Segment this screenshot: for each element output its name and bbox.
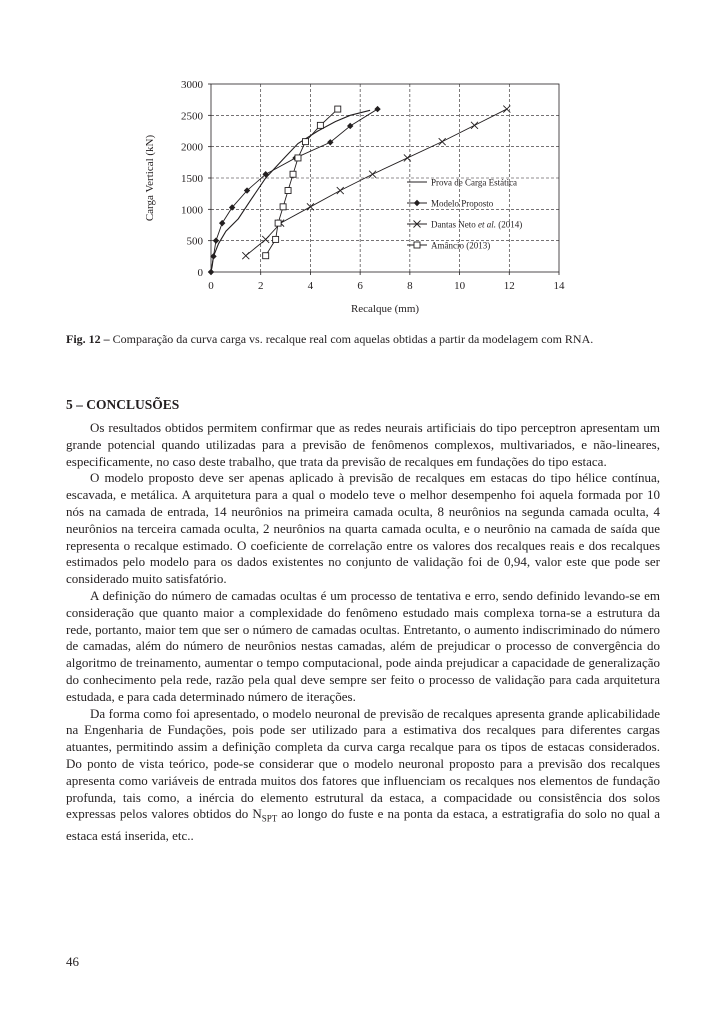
- data-point-square: [285, 188, 291, 194]
- section-title: 5 – CONCLUSÕES: [66, 397, 180, 412]
- data-point-diamond: [374, 106, 380, 112]
- x-axis-label: Recalque (mm): [350, 303, 420, 315]
- paragraph: Os resultados obtidos permitem confirmar que as redes neurais artificiais do tipo perceptron apresentam um grande potencial quando utilizadas para a previsão de fenômenos complexos, multivariados, e não-lineares, especificamente, no caso deste trabalho, que trata da previsão de recalques em fundações do tipo estaca.: [66, 420, 660, 469]
- data-point-diamond: [414, 200, 420, 206]
- legend: [407, 178, 522, 251]
- figure-caption: [66, 332, 666, 347]
- data-point-x: [242, 252, 249, 259]
- y-axis-ticks: [181, 79, 211, 279]
- y-tick-label: 1000: [181, 204, 203, 217]
- x-tick-label: 12: [503, 280, 515, 292]
- y-tick-label: 1500: [181, 173, 203, 185]
- data-point-x: [471, 122, 478, 129]
- data-point-diamond: [208, 269, 214, 275]
- data-point-x: [369, 171, 376, 178]
- data-point-square: [290, 171, 296, 177]
- y-tick-label: 3000: [181, 79, 203, 91]
- x-tick-label: 8: [407, 280, 413, 292]
- legend-entry: [407, 241, 490, 251]
- data-point-square: [302, 139, 308, 145]
- nspt-subscript: SPT: [261, 813, 278, 824]
- data-point-diamond: [219, 220, 225, 226]
- paragraph-text: Da forma como foi apresentado, o modelo neuronal de previsão de recalques apresenta grande aplicabilidade na Engenharia de Fundações, pois pode ser utilizado para a estimativa dos recalques para diferentes cargas atuantes, permitindo assim a definição completa da curva carga recalque para os tipos de estacas considerados. Do ponto de vista teórico, pode-se considerar que o modelo neuronal proposto para a previsão dos recalques apresenta como variáveis de entrada muitos dos fatores que influenciam os recalques nos elementos de fundação profunda, tais como, a inércia do elemento estrutural da estaca, a compacidade ou consistência dos solos expressas pelos valores obtidos do N: [66, 705, 660, 822]
- x-tick-label: 0: [208, 280, 214, 292]
- series-diamond: [208, 106, 381, 275]
- data-point-diamond: [213, 237, 219, 243]
- data-point-x: [337, 187, 344, 194]
- y-tick-label: 2500: [181, 110, 203, 123]
- x-tick-label: 2: [257, 280, 264, 292]
- figure-caption-label: Fig. 12 –: [66, 332, 110, 346]
- page-number: 46: [66, 954, 79, 969]
- data-point-square: [263, 253, 269, 259]
- body-text: [66, 420, 660, 845]
- series-line: [266, 109, 338, 256]
- legend-label: Amâncio (2013): [431, 240, 491, 251]
- legend-entry: [407, 178, 517, 188]
- data-point-square: [280, 204, 286, 210]
- data-point-x: [439, 138, 446, 145]
- x-axis-ticks: [208, 272, 565, 292]
- paragraph: [66, 706, 660, 845]
- legend-label: Dantas Neto et al. (2014): [431, 219, 523, 230]
- x-tick-label: 10: [454, 280, 466, 292]
- data-point-square: [273, 236, 279, 242]
- data-point-square: [317, 122, 323, 128]
- series-line: [211, 109, 378, 272]
- data-point-square: [275, 220, 281, 226]
- paragraph-text-end: ao longo do fuste e na ponta da estaca, a estratigrafia do solo no qual a estaca está inserida, etc..: [66, 806, 661, 843]
- legend-entry: [407, 220, 522, 230]
- figure-caption-text: Comparação da curva carga vs. recalque real com aquelas obtidas a partir da modelagem com RNA.: [109, 332, 594, 346]
- x-tick-label: 6: [357, 280, 363, 292]
- data-point-x: [262, 236, 269, 243]
- legend-label: Modelo Proposto: [431, 198, 494, 209]
- series-square: [263, 106, 341, 259]
- y-tick-label: 2000: [181, 141, 203, 154]
- data-point-square: [335, 106, 341, 112]
- legend-label: Prova de Carga Estática: [431, 177, 518, 188]
- y-tick-label: 500: [186, 235, 203, 248]
- data-point-square: [295, 155, 301, 161]
- data-point-square: [414, 242, 420, 248]
- y-axis-label: Carga Vertical (kN): [144, 134, 156, 222]
- paragraph: O modelo proposto deve ser apenas aplicado à previsão de recalques em estacas do tipo hélice contínua, escavada, e metálica. A arquitetura para a qual o modelo teve o melhor desempenho foi aquela formada por 10 nós na camada de entrada, 14 neurônios na primeira camada oculta, 8 neurônios na segunda camada oculta, 4 neurônios na terceira camada oculta, 2 neurônios na quarta camada oculta, e o neurônio na camada de saída que representa o recalque estimado. O coeficiente de correlação entre os valores dos recalques reais e dos recalques estimados pelo modelo para os dados existentes no conjunto de validação foi de 0,94, valor este que pode ser considerado muito satisfatório.: [66, 470, 660, 587]
- data-point-x: [404, 154, 411, 161]
- load-settlement-chart: [125, 72, 585, 322]
- legend-entry: [407, 199, 494, 209]
- x-tick-label: 14: [553, 280, 565, 292]
- paragraph: A definição do número de camadas ocultas é um processo de tentativa e erro, sendo definido levando-se em consideração que quanto maior a complexidade do fenômeno estudado mais complexa torna-se a estrutura da rede, portanto, maior tem que ser o número de camadas ocultas. Entretanto, o aumento indiscriminado do número de camadas, além do número de neurônios nestas camadas, além de prejudicar o processo de convergência do algoritmo de treinamento, aumentar o tempo computacional, pode ainda prejudicar a capacidade de generalização do conhecimento pela rede, razão pela qual deve sempre ser feito o processo de validação para cada arquitetura estudada, e para cada determinado número de iterações.: [66, 587, 660, 704]
- y-tick-label: 0: [197, 267, 203, 279]
- x-tick-label: 4: [307, 280, 314, 292]
